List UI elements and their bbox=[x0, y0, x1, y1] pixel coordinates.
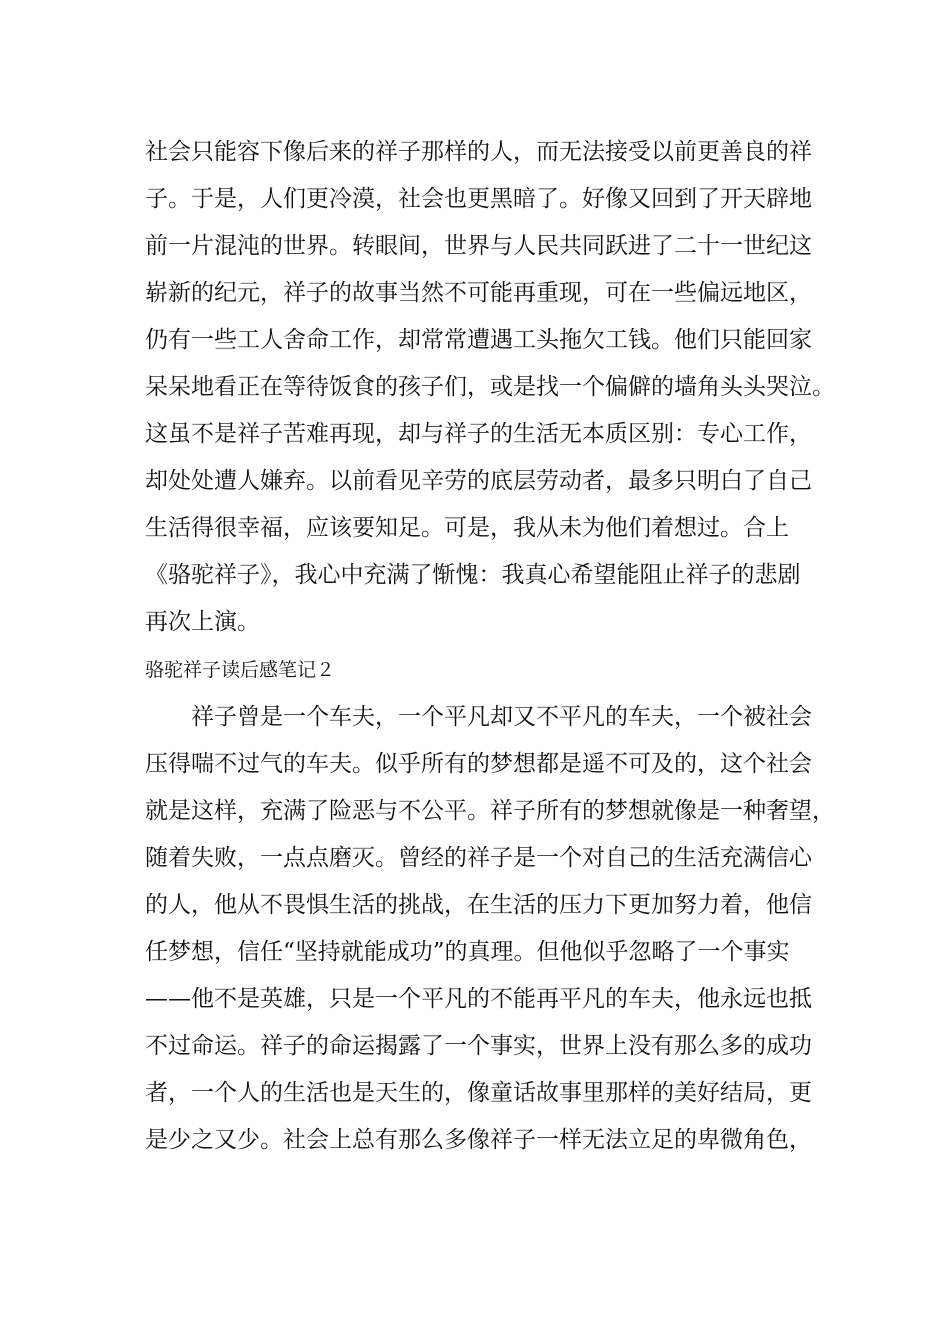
paragraph-line: 这虽不是祥子苦难再现，却与祥子的生活无本质区别：专心工作， bbox=[145, 421, 812, 447]
section-heading: 骆驼祥子读后感笔记２ bbox=[145, 659, 336, 681]
paragraph-line: 再次上演。 bbox=[145, 609, 260, 635]
paragraph-line: 就是这样，充满了险恶与不公平。祥子所有的梦想就像是一种奢望， bbox=[145, 798, 835, 824]
paragraph-line: ——他不是英雄，只是一个平凡的不能再平凡的车夫，他永远也抵 bbox=[145, 986, 812, 1012]
paragraph-line: 却处处遭人嫌弃。以前看见辛劳的底层劳动者，最多只明白了自己 bbox=[145, 468, 812, 494]
paragraph-line: 不过命运。祥子的命运揭露了一个事实，世界上没有那么多的成功 bbox=[145, 1033, 812, 1059]
paragraph-line: 祥子曾是一个车夫，一个平凡却又不平凡的车夫，一个被社会 bbox=[145, 704, 812, 730]
paragraph-line: 子。于是，人们更冷漠，社会也更黑暗了。好像又回到了开天辟地 bbox=[145, 186, 812, 212]
paragraph-line: 任梦想，信任“坚持就能成功”的真理。但他似乎忽略了一个事实 bbox=[145, 939, 790, 965]
paragraph-line: 生活得很幸福，应该要知足。可是，我从未为他们着想过。合上 bbox=[145, 515, 789, 541]
paragraph-line: 前一片混沌的世界。转眼间，世界与人民共同跃进了二十一世纪这 bbox=[145, 233, 812, 259]
paragraph-line: 呆呆地看正在等待饭食的孩子们，或是找一个偏僻的墙角头头哭泣。 bbox=[145, 374, 835, 400]
paragraph-line: 是少之又少。社会上总有那么多像祥子一样无法立足的卑微角色， bbox=[145, 1127, 812, 1153]
paragraph-line: 崭新的纪元，祥子的故事当然不可能再重现，可在一些偏远地区， bbox=[145, 280, 812, 306]
paragraph-line: 《骆驼祥子》，我心中充满了惭愧：我真心希望能阻止祥子的悲剧 bbox=[145, 562, 801, 588]
paragraph-line: 压得喘不过气的车夫。似乎所有的梦想都是遥不可及的，这个社会 bbox=[145, 751, 812, 777]
paragraph-line: 的人，他从不畏惧生活的挑战，在生活的压力下更加努力着，他信 bbox=[145, 892, 812, 918]
paragraph-line: 仍有一些工人舍命工作，却常常遭遇工头拖欠工钱。他们只能回家 bbox=[145, 327, 812, 353]
paragraph-line: 随着失败，一点点磨灭。曾经的祥子是一个对自己的生活充满信心 bbox=[145, 845, 812, 871]
paragraph-line: 者，一个人的生活也是天生的，像童话故事里那样的美好结局，更 bbox=[145, 1080, 812, 1106]
paragraph-line: 社会只能容下像后来的祥子那样的人，而无法接受以前更善良的祥 bbox=[145, 139, 812, 165]
